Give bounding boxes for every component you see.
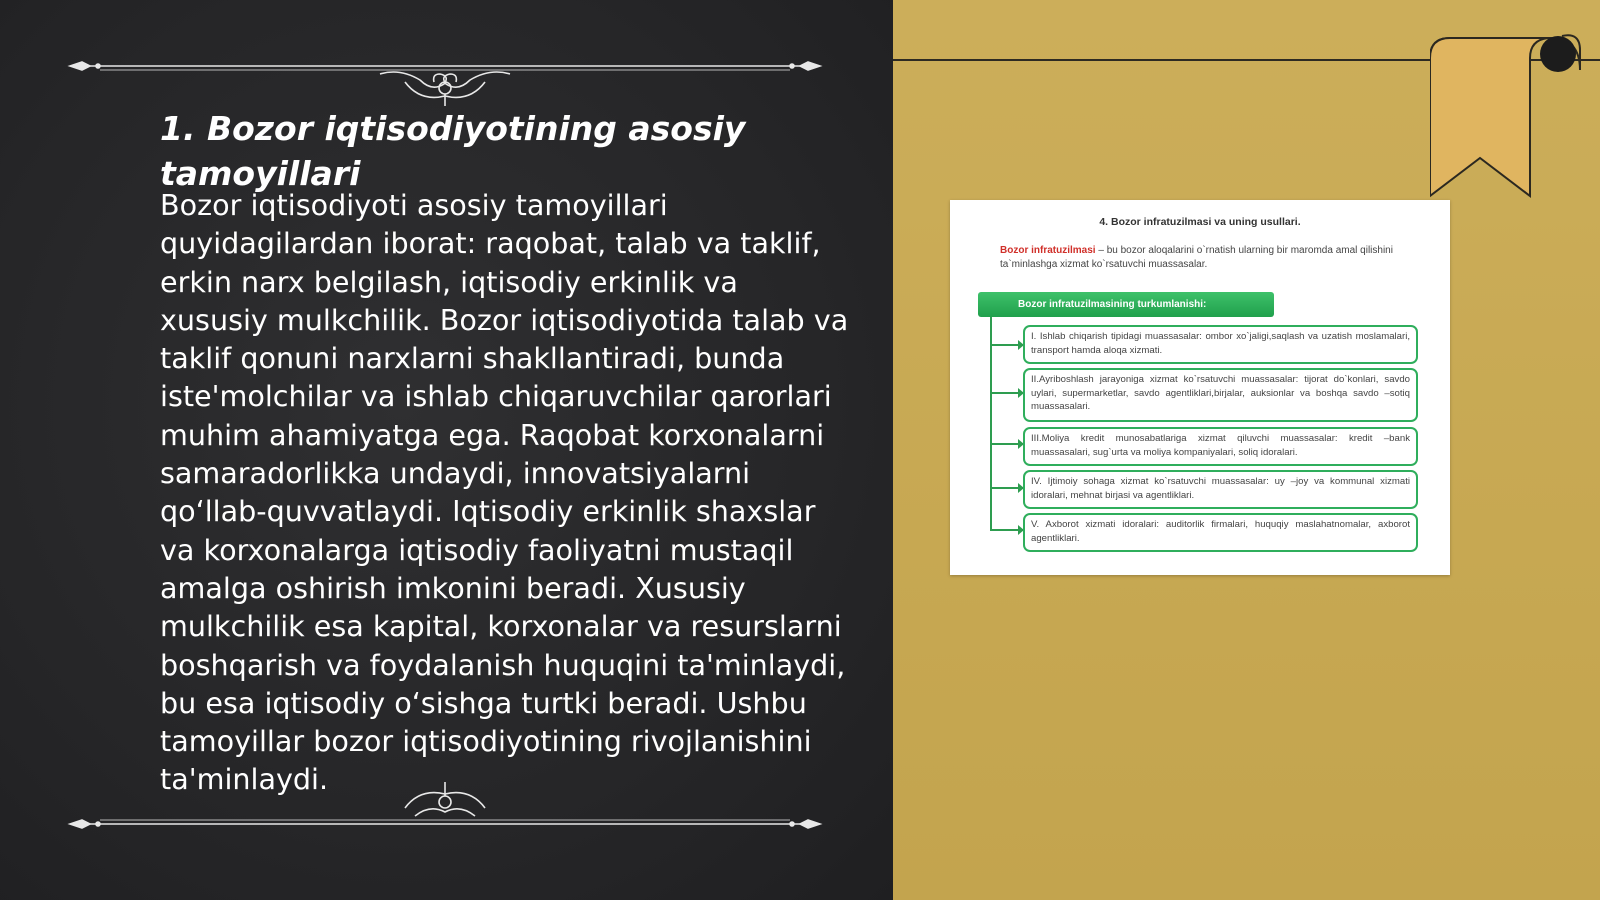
definition-text: – bu bozor aloqalarini o`rnatish ularning bir maromda amal qilishini ta`minlashga xizmat ko`rsatuvchi muassasalar. [1000, 245, 1393, 270]
classification-item: II.Ayriboshlash jarayoniga xizmat ko`rsatuvchi muassasalar: tijorat do`konlari, savdo uylari, supermarketlar, savdo agentliklari,birjalar, auksionlar va boshqa savdo –sotiq muassasalari. [1023, 368, 1418, 422]
classification-item: III.Moliya kredit munosabatlariga xizmat qiluvchi muassasalar: kredit –bank muassasalari, sug`urta va moliya kompaniyalari, soliq idoralari. [1023, 427, 1418, 466]
slide-title: 1. Bozor iqtisodiyotining asosiy tamoyillari [160, 109, 746, 193]
classification-item: I. Ishlab chiqarish tipidagi muassasalar: ombor xo`jaligi,saqlash va uzatish moslamalari, transport hamda aloqa xizmati. [1023, 325, 1418, 364]
market-infrastructure-figure [950, 200, 1450, 575]
diagram-arrow [990, 392, 1023, 394]
figure-definition [1000, 244, 1405, 272]
diagram-spine [990, 317, 992, 530]
classification-bar: Bozor infratuzilmasining turkumlanishi: [978, 292, 1274, 317]
slide-body-text: Bozor iqtisodiyoti asosiy tamoyillari quyidagilardan iborat: raqobat, talab va taklif, erkin narx belgilash, iqtisodiy erkinlik va xususiy mulkchilik. Bozor iqtisodiyotida talab va taklif qonuni narxlarni shakllantiradi, bunda iste'molchilar va ishlab chiqaruvchilar qarorlari muhim ahamiyatga ega. Raqobat korxonalarni samaradorlikka undaydi, innovatsiyalarni qo‘llab-quvvatlaydi. Iqtisodiy erkinlik shaxslar va korxonalarga iqtisodiy faoliyatni mustaqil amalga oshirish imkonini beradi. Xususiy mulkchilik esa kapital, korxonalar va resurslarni boshqarish va foydalanish huquqini ta'minlaydi, bu esa iqtisodiy o‘sishga turtki beradi. Ushbu tamoyillar bozor iqtisodiyotining rivojlanishini ta'minlaydi. [160, 188, 849, 797]
diagram-arrow [990, 443, 1023, 445]
diagram-arrow [990, 487, 1023, 489]
classification-item: IV. Ijtimoiy sohaga xizmat ko`rsatuvchi muassasalar: uy –joy va kommunal xizmati idoralari, mehnat birjasi va agentliklari. [1023, 470, 1418, 509]
diagram-arrow [990, 529, 1023, 531]
figure-heading: 4. Bozor infratuzilmasi va uning usullari. [1099, 216, 1301, 228]
bookmark-ribbon-icon [1430, 30, 1600, 200]
top-scroll-ornament-icon [60, 40, 830, 110]
diagram-arrow [990, 344, 1023, 346]
definition-term: Bozor infratuzilmasi [1000, 245, 1096, 256]
classification-item: V. Axborot xizmati idoralari: auditorlik firmalari, huquqiy maslahatnomalar, axborot agentliklari. [1023, 513, 1418, 552]
